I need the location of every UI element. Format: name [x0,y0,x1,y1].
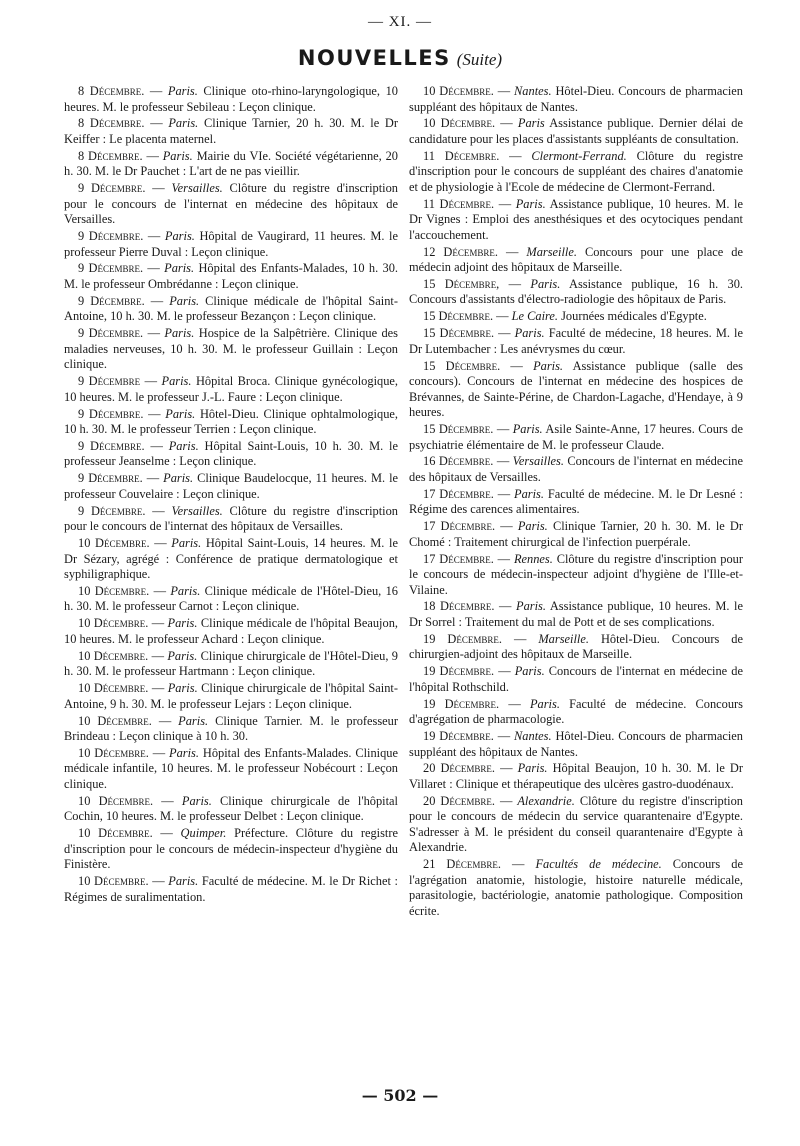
news-entry: 9 Décembre. — Paris. Hôpital Saint-Louis, 10 h. 30. M. le professeur Jeanselme : Leçon clinique. [64,438,398,469]
entry-place: Clermont-Ferrand. [531,148,627,163]
entry-date: 10 Décembre. [78,826,153,841]
news-entry: 9 Décembre. — Paris. Clinique médicale de l'hôpital Saint-Antoine, 10 h. 30. M. le professeur Bezançon : Leçon clinique. [64,293,398,324]
entry-text: Hospice de la Salpêtrière. Clinique des maladies nerveuses, 10 h. 30. M. le professeur Guillain : Leçon clinique. [64,326,398,372]
entry-date: 10 Décembre. [423,84,494,98]
entry-place: Versailles. [512,454,564,469]
entry-date: 15 Décembre. [423,309,494,324]
entry-date: 17 Décembre. [423,551,494,566]
entry-date: 19 Décembre. [423,664,495,679]
entry-date: 10 Décembre. [78,536,150,551]
entry-date: 18 Décembre. [423,599,495,614]
news-entry: 20 Décembre. — Alexandrie. Clôture du registre d'inscription pour le concours de médecin du service quarantenaire d'Egypte. S'adresser à M. le président du conseil quarantenaire d'Egypte à Alexandrie. [409,793,743,855]
entry-place: Paris. [162,148,193,163]
entry-place: Paris. [533,358,564,373]
news-entry: 10 Décembre. — Paris Assistance publique. Dernier délai de candidature pour les places d'assistants suppléants de consultation. [409,116,743,146]
news-entry: 9 Décembre. — Paris. Hospice de la Salpêtrière. Clinique des maladies nerveuses, 10 h. 30. M. le professeur Guillain : Leçon clinique. [64,326,398,372]
news-entry: 9 Décembre — Paris. Hôpital Broca. Clinique gynécologique, 10 heures. M. le professeur J.-L. Faure : Leçon clinique. [64,374,398,404]
entry-text: Hôpital des Enfants-Malades. Clinique médicale infantile, 10 heures. M. le professeur Nobécourt : Leçon clinique. [64,745,398,791]
entry-text: Hôpital Saint-Louis, 10 h. 30. M. le professeur Jeanselme : Leçon clinique. [64,438,398,469]
entry-date: 10 Décembre. [78,745,149,760]
entry-text: Asile Sainte-Anne, 17 heures. Cours de psychiatrie élémentaire de M. le professeur Claude. [409,422,743,452]
entry-text: Clôture du registre d'inscription pour le concours de médecin du service quarantenaire d'Egypte. S'adresser à M. le président du conseil quarantenaire d'Egypte à Alexandrie. [409,793,743,855]
news-entry: 10 Décembre. — Paris. Clinique chirurgicale de l'hôpital Cochin, 10 heures. M. le professeur Delbet : Leçon clinique. [64,793,398,824]
news-entry: 10 Décembre. — Paris. Hôpital des Enfants-Malades. Clinique médicale infantile, 10 heures. M. le professeur Nobécourt : Leçon clinique. [64,745,398,791]
entry-place: Paris. [517,519,548,534]
news-entry: 15 Décembre. — Paris. Faculté de médecine, 18 heures. M. le Dr Lutembacher : Les anévrysmes du cœur. [409,326,743,356]
entry-date: 15 Décembre, [423,276,500,291]
entry-place: Paris. [516,599,546,614]
entry-text: Clinique Tarnier. M. le professeur Brindeau : Leçon clinique à 10 h. 30. [64,713,398,744]
news-entry: 9 Décembre. — Paris. Clinique Baudelocque, 11 heures. M. le professeur Couvelaire : Leçon clinique. [64,471,399,501]
entry-date: 11 Décembre. [423,196,495,211]
entry-place: Quimper. [180,826,227,841]
entry-date: 19 Décembre. [423,696,500,711]
news-entry: 10 Décembre. — Paris. Faculté de médecine. M. le Dr Richet : Régimes de suralimentation. [64,874,398,904]
entry-text: Clinique médicale de l'Hôtel-Dieu, 16 h. 30. M. le professeur Carnot : Leçon clinique. [64,583,398,614]
entry-date: 10 Décembre. [78,681,149,696]
entry-text: Clinique chirurgicale de l'hôpital Saint-Antoine, 9 h. 30. M. le professeur Lejars : Leçon clinique. [64,681,398,711]
entry-date: 9 Décembre. [78,503,146,518]
entry-text: Hôtel-Dieu. Concours de pharmacien suppléant des hôpitaux de Nantes. [409,84,743,114]
entry-place: Nantes. [514,84,552,98]
entry-place: Paris. [181,793,212,808]
entry-place: Alexandrie. [517,793,575,808]
page-header-roman-numeral: — XI. — [367,14,433,30]
news-entry: 15 Décembre. — Paris. Asile Sainte-Anne, 17 heures. Cours de psychiatrie élémentaire de M. le professeur Claude. [409,422,743,452]
entry-date: 9 Décembre. [78,181,146,196]
entry-text: Concours de l'internat en médecine de l'hôpital Rothschild. [409,664,743,694]
entry-date: 15 Décembre. [423,422,494,437]
news-entry: 10 Décembre. — Paris. Clinique chirurgicale de l'hôpital Saint-Antoine, 9 h. 30. M. le professeur Lejars : Leçon clinique. [64,681,398,711]
news-entry: 17 Décembre. — Paris. Clinique Tarnier, 20 h. 30. M. le Dr Chomé : Traitement chirurgical de l'infection puerpérale. [409,519,744,549]
entry-text: Assistance publique (salle des concours). Concours de l'internat en médecine des hospices de Brévannes, de Sainte-Périne, de Chardon-Lagache, d'Hendaye, à 9 heures. [409,358,743,420]
news-entry: 10 Décembre. — Nantes. Hôtel-Dieu. Concours de pharmacien suppléant des hôpitaux de Nantes. [409,84,743,114]
entry-date: 15 Décembre. [423,326,495,341]
news-entry: 15 Décembre. — Paris. Assistance publique (salle des concours). Concours de l'internat en médecine des hospices de Brévannes, de Sainte-Périne, de Chardon-Lagache, d'Hendaye, à 9 heures. [409,358,743,420]
news-entry: 20 Décembre. — Paris. Hôpital Beaujon, 10 h. 30. M. le Dr Villaret : Clinique et thérapeutique des ulcères gastro-duodénaux. [409,761,743,791]
entry-text: Clinique chirurgicale de l'Hôtel-Dieu, 9 h. 30. M. le professeur Hartmann : Leçon clinique. [64,648,398,679]
entry-text: Hôpital Broca. Clinique gynécologique, 10 heures. M. le professeur J.-L. Faure : Leçon clinique. [64,374,398,404]
entry-place: Versailles. [171,503,223,518]
entry-place: Paris. [514,326,545,341]
entry-text: Assistance publique, 10 heures. M. le Dr Sorrel : Traitement du mal de Pott et de ses complications. [409,599,743,629]
entry-text: Faculté de médecine, 18 heures. M. le Dr Lutembacher : Les anévrysmes du cœur. [409,326,743,356]
news-entry: 16 Décembre. — Versailles. Concours de l'internat en médecine des hôpitaux de Versailles. [409,454,743,484]
news-entry: 17 Décembre. — Paris. Faculté de médecine. M. le Dr Lesné : Régime des carences alimentaires. [409,486,743,517]
entry-date: 8 Décembre. [78,148,143,163]
entry-place: Paris. [529,696,560,711]
entry-text: Hôtel-Dieu. Concours de chirurgien-adjoint des hôpitaux de Marseille. [409,631,743,662]
entry-date: 9 Décembre. [78,438,145,453]
news-entry: 9 Décembre. — Paris. Hôpital de Vaugirard, 11 heures. M. le professeur Pierre Duval : Leçon clinique. [64,229,399,259]
entry-date: 10 Décembre. [423,116,496,131]
section-title-main: NOUVELLES [297,46,451,70]
entry-text: Préfecture. Clôture du registre d'inscription pour le concours de médecin-inspecteur d'hygiène du Finistère. [64,826,398,872]
news-entry: 11 Décembre. — Clermont-Ferrand. Clôture du registre d'inscription pour le concours de suppléant des chaires d'anatomie et de physiologie à l'Ecole de médecine de Clermont-Ferrand. [409,148,743,194]
entry-date: 17 Décembre. [423,519,496,534]
section-title-suite: (Suite) [456,50,503,69]
entry-date: 9 Décembre [78,374,141,389]
entry-text: Faculté de médecine. M. le Dr Richet : Régimes de suralimentation. [64,874,398,904]
entry-text: Assistance publique, 16 h. 30. Concours d'assistants d'électro-radiologie des hôpitaux de Paris. [409,276,743,307]
news-entry: 9 Décembre. — Versailles. Clôture du registre d'inscription pour le concours de l'internat des hôpitaux de Versailles. [64,503,399,534]
entry-place: Paris [517,116,545,131]
entry-place: Paris. [517,761,548,776]
entry-text: Assistance publique. Dernier délai de candidature pour les places d'assistants suppléants de consultation. [409,116,743,146]
news-entry: 19 Décembre. — Paris. Concours de l'internat en médecine de l'hôpital Rothschild. [409,664,743,694]
entry-place: Paris. [164,229,195,244]
news-entry: 8 Décembre. — Paris. Mairie du VIe. Société végétarienne, 20 h. 30. M. le Dr Pauchet : L'art de ne pas vieillir. [64,148,398,179]
entry-text: Hôpital des Enfants-Malades, 10 h. 30. M. le professeur Ombrédanne : Leçon clinique. [64,261,398,291]
entry-text: Clôture du registre d'inscription pour le concours de l'internat des hôpitaux de Versailles. [64,503,399,534]
entry-place: Paris. [514,486,544,501]
entry-date: 11 Décembre. [423,148,500,163]
entry-text: Journées médicales d'Egypte. [561,309,707,324]
entry-text: Faculté de médecine. M. le Dr Lesné : Régime des carences alimentaires. [409,486,743,517]
entry-place: Le Caire. [511,309,558,324]
entry-text: Clinique Tarnier, 20 h. 30. M. le Dr Chomé : Traitement chirurgical de l'infection puerpérale. [409,519,744,549]
entry-text: Hôpital Beaujon, 10 h. 30. M. le Dr Villaret : Clinique et thérapeutique des ulcères gastro-duodénaux. [409,761,743,791]
entry-place: Paris. [168,874,199,889]
entry-place: Facultés de médecine. [535,857,662,872]
news-entry: 10 Décembre. — Paris. Clinique médicale de l'Hôtel-Dieu, 16 h. 30. M. le professeur Carnot : Leçon clinique. [64,583,398,614]
entry-place: Paris. [168,438,199,453]
entry-place: Paris. [512,422,543,437]
news-entry: 17 Décembre. — Rennes. Clôture du registre d'inscription pour le concours de médecin-inspecteur adjoint d'hygiène de l'Ille-et-Vilaine. [409,551,743,597]
entry-text: Clôture du registre d'inscription pour le concours de suppléant des chaires d'anatomie et de physiologie à l'Ecole de médecine de Clermont-Ferrand. [409,148,743,194]
entry-date: 21 Décembre. [423,857,501,872]
entry-date: 9 Décembre. [78,261,144,276]
news-entry: 15 Décembre, — Paris. Assistance publique, 16 h. 30. Concours d'assistants d'électro-radiologie des hôpitaux de Paris. [409,276,743,307]
entry-text: Concours de l'internat en médecine des hôpitaux de Versailles. [409,454,743,484]
right-column [409,84,743,921]
entry-place: Paris. [514,664,545,679]
entry-date: 8 Décembre. [78,116,145,131]
page-number: — 502 — [361,1086,439,1105]
entry-place: Paris. [168,116,199,131]
news-entry: 10 Décembre. — Paris. Clinique médicale de l'hôpital Beaujon, 10 heures. M. le professeur Achard : Leçon clinique. [64,616,398,646]
entry-text: Mairie du VIe. Société végétarienne, 20 h. 30. M. le Dr Pauchet : L'art de ne pas vieillir. [64,148,398,179]
entry-place: Marseille. [538,631,589,646]
entry-text: Clinique Tarnier, 20 h. 30. M. le Dr Keiffer : Le placenta maternel. [64,116,398,146]
entry-place: Rennes. [513,551,553,566]
entry-place: Paris. [178,713,209,728]
entry-place: Paris. [167,84,198,98]
news-entry: 19 Décembre. — Paris. Faculté de médecine. Concours d'agrégation de pharmacologie. [409,696,743,727]
entry-date: 10 Décembre. [78,583,150,598]
entry-text: Faculté de médecine. Concours d'agrégation de pharmacologie. [409,696,743,727]
entry-date: 19 Décembre. [423,631,502,646]
entry-text: Concours pour une place de médecin adjoint des hôpitaux de Marseille. [409,244,743,275]
entry-date: 8 Décembre. [78,84,145,98]
entry-date: 19 Décembre. [423,729,494,744]
news-entry: 10 Décembre. — Paris. Hôpital Saint-Louis, 14 heures. M. le Dr Sézary, agrégé : Conférence de pratique dermatologique et syphiligraphique. [64,536,398,582]
entry-date: 10 Décembre. [78,874,149,889]
entry-place: Paris. [161,374,192,389]
news-entry: 8 Décembre. — Paris. Clinique oto-rhino-laryngologique, 10 heures. M. le professeur Sebileau : Leçon clinique. [64,84,398,114]
entry-place: Paris. [164,261,195,276]
entry-text: Hôtel-Dieu. Concours de pharmacien suppléant des hôpitaux de Nantes. [409,729,743,759]
entry-date: 10 Décembre. [78,713,152,728]
entry-text: Hôtel-Dieu. Clinique ophtalmologique, 10 h. 30. M. le professeur Terrien : Leçon clinique. [64,406,398,437]
news-entry: 11 Décembre. — Paris. Assistance publique, 10 heures. M. le Dr Vignes : Emploi des anesthésiques et des ocytociques pendant l'accouchement. [409,196,744,242]
left-column [64,84,398,906]
entry-text: Clinique Baudelocque, 11 heures. M. le professeur Couvelaire : Leçon clinique. [64,471,399,501]
entry-date: 20 Décembre. [423,793,495,808]
entry-date: 9 Décembre. [78,326,144,341]
news-entry: 9 Décembre. — Paris. Hôpital des Enfants-Malades, 10 h. 30. M. le professeur Ombrédanne : Leçon clinique. [64,261,398,291]
section-title [0,46,800,70]
entry-place: Paris. [171,536,202,551]
entry-place: Paris. [164,326,195,341]
entry-place: Paris. [530,276,561,291]
entry-date: 9 Décembre. [78,471,143,486]
entry-text: Clôture du registre d'inscription pour le concours de médecin-inspecteur adjoint d'hygiène de l'Ille-et-Vilaine. [409,551,743,597]
entry-date: 10 Décembre. [78,793,154,808]
entry-text: Clôture du registre d'inscription pour le concours de l'internat en médecine des hôpitaux de Versailles. [64,181,399,227]
entry-text: Hôpital de Vaugirard, 11 heures. M. le professeur Pierre Duval : Leçon clinique. [64,229,399,259]
entry-date: 9 Décembre. [78,406,144,421]
entry-date: 17 Décembre. [423,486,494,501]
entry-place: Paris. [163,471,194,486]
news-entry: 10 Décembre. — Quimper. Préfecture. Clôture du registre d'inscription pour le concours de médecin-inspecteur d'hygiène du Finistère. [64,826,398,872]
entry-date: 9 Décembre. [78,229,144,244]
entry-place: Paris. [170,583,201,598]
news-entry: 19 Décembre. — Marseille. Hôtel-Dieu. Concours de chirurgien-adjoint des hôpitaux de Marseille. [409,631,743,662]
news-entry: 10 Décembre. — Paris. Clinique chirurgicale de l'Hôtel-Dieu, 9 h. 30. M. le professeur Hartmann : Leçon clinique. [64,648,398,679]
entry-text: Clinique chirurgicale de l'hôpital Cochin, 10 heures. M. le professeur Delbet : Leçon clinique. [64,793,398,824]
entry-date: 15 Décembre. [423,358,501,373]
entry-date: 10 Décembre. [78,648,149,663]
entry-place: Paris. [515,196,546,211]
entry-date: 10 Décembre. [78,616,149,631]
entry-place: Versailles. [171,181,223,196]
entry-text: Concours de l'agrégation anatomie, histologie, histoire naturelle médicale, parasitologie, bactériologie, anatomie pathologique. Composition écrite. [409,857,743,918]
entry-place: Paris. [169,745,199,760]
news-entry: 12 Décembre. — Marseille. Concours pour une place de médecin adjoint des hôpitaux de Marseille. [409,244,743,275]
entry-date: 20 Décembre. [423,761,496,776]
entry-date: 16 Décembre. [423,454,494,469]
entry-place: Marseille. [526,244,577,259]
news-entry: 15 Décembre. — Le Caire. Journées médicales d'Egypte. [423,309,707,324]
entry-text: Clinique médicale de l'hôpital Saint-Antoine, 10 h. 30. M. le professeur Bezançon : Leçon clinique. [64,293,398,324]
news-entry: 19 Décembre. — Nantes. Hôtel-Dieu. Concours de pharmacien suppléant des hôpitaux de Nantes. [409,729,743,759]
entry-place: Paris. [169,293,200,308]
entry-place: Paris. [167,681,198,696]
news-entry: 9 Décembre. — Paris. Hôtel-Dieu. Clinique ophtalmologique, 10 h. 30. M. le professeur Terrien : Leçon clinique. [64,406,398,437]
entry-text: Clinique oto-rhino-laryngologique, 10 heures. M. le professeur Sebileau : Leçon clinique. [64,84,398,114]
news-entry: 18 Décembre. — Paris. Assistance publique, 10 heures. M. le Dr Sorrel : Traitement du mal de Pott et de ses complications. [409,599,743,629]
entry-text: Clinique médicale de l'hôpital Beaujon, 10 heures. M. le professeur Achard : Leçon clinique. [64,616,398,646]
entry-date: 12 Décembre. [423,244,498,259]
news-entry: 21 Décembre. — Facultés de médecine. Concours de l'agrégation anatomie, histologie, histoire naturelle médicale, parasitologie, bactériologie, anatomie pathologique. Composition écrite. [409,857,743,918]
entry-text: Assistance publique, 10 heures. M. le Dr Vignes : Emploi des anesthésiques et des ocytociques pendant l'accouchement. [409,196,744,242]
entry-place: Paris. [165,406,196,421]
news-entry: 8 Décembre. — Paris. Clinique Tarnier, 20 h. 30. M. le Dr Keiffer : Le placenta maternel. [64,116,398,146]
entry-place: Nantes. [514,729,552,744]
entry-text: Hôpital Saint-Louis, 14 heures. M. le Dr Sézary, agrégé : Conférence de pratique dermatologique et syphiligraphique. [64,536,398,582]
news-entry: 10 Décembre. — Paris. Clinique Tarnier. M. le professeur Brindeau : Leçon clinique à 10 h. 30. [64,713,398,744]
entry-place: Paris. [167,616,198,631]
entry-date: 9 Décembre. [78,293,145,308]
entry-place: Paris. [167,648,198,663]
news-entry: 9 Décembre. — Versailles. Clôture du registre d'inscription pour le concours de l'internat en médecine des hôpitaux de Versailles. [64,181,399,227]
